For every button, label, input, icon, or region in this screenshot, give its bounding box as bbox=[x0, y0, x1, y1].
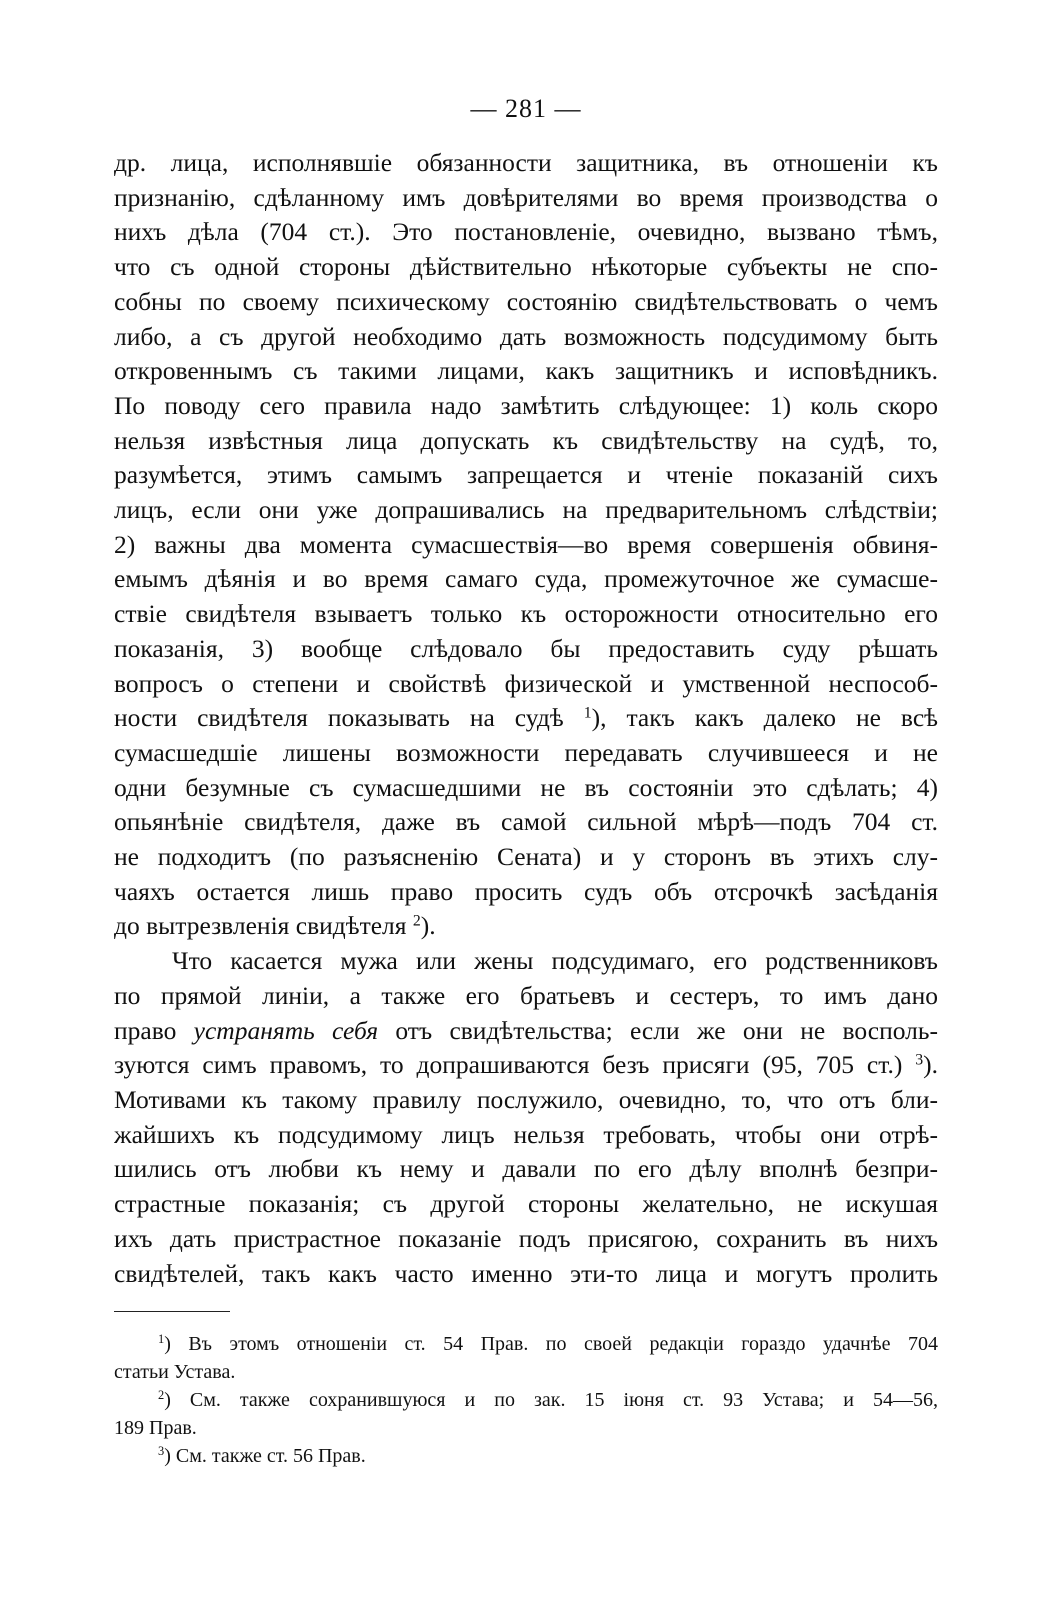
footnote-2 bbox=[114, 1386, 938, 1442]
paragraph-2 bbox=[114, 944, 938, 1291]
footnote-ref-2: 2 bbox=[412, 912, 421, 930]
text-line: свидѣтелей, такъ какъ часто именно эти-то лица и могутъ пролить bbox=[114, 1258, 938, 1288]
footnote-text: ) Въ этомъ отношеніи ст. 54 Прав. по своей редакціи гораздо удачнѣе 704 bbox=[164, 1333, 938, 1356]
text-line: Мотивами къ такому правилу послужило, очевидно, то, что отъ бли- bbox=[114, 1084, 938, 1114]
text-line: не подходитъ (по разъясненію Сената) и у сторонъ въ этихъ слу- bbox=[114, 842, 938, 872]
main-text bbox=[114, 146, 938, 1291]
footnote-line bbox=[114, 1386, 938, 1414]
text-line: ихъ дать пристрастное показаніе подъ присягою, сохранить въ нихъ bbox=[114, 1223, 938, 1253]
text-line: лицъ, если они уже допрашивались на предварительномъ слѣдствіи; bbox=[114, 495, 938, 525]
text-line: жайшихъ къ подсудимому лицъ нельзя требовать, чтобы они отрѣ- bbox=[114, 1119, 938, 1149]
footnote-line: 189 Прав. bbox=[114, 1417, 197, 1440]
text-segment: до вытрезвленія свидѣтеля bbox=[114, 911, 407, 941]
book-page bbox=[114, 92, 938, 1470]
footnote-marker: 1 bbox=[158, 1332, 165, 1347]
text-line-with-footnote-ref bbox=[114, 909, 938, 944]
text-line: нельзя извѣстныя лица допускать къ свидѣтельству на судѣ, то, bbox=[114, 425, 938, 455]
text-line: емымъ дѣянія и во время самаго суда, промежуточное же сумасше- bbox=[114, 564, 938, 594]
text-line: ствіе свидѣтеля взываетъ только къ осторожности относительно его bbox=[114, 599, 938, 629]
footnote-text: ) См. также сохранившуюся и по зак. 15 іюня ст. 93 Устава; и 54—56, bbox=[164, 1389, 938, 1412]
footnote-ref-3: 3 bbox=[915, 1051, 924, 1069]
text-line-with-footnote-ref bbox=[114, 1048, 938, 1083]
footnote-line: статьи Устава. bbox=[114, 1361, 236, 1384]
text-line: чаяхъ остается лишь право просить судъ объ отсрочкѣ засѣданія bbox=[114, 876, 938, 906]
footnote-ref-1: 1 bbox=[583, 704, 592, 722]
footnote-line bbox=[114, 1442, 938, 1470]
text-segment: ), такъ какъ далеко не всѣ bbox=[591, 703, 938, 733]
page-number: — 281 — bbox=[470, 94, 582, 123]
text-line: Что касается мужа или жены подсудимаго, его родственниковъ bbox=[172, 946, 938, 976]
paragraph-1 bbox=[114, 146, 938, 944]
text-segment: ). bbox=[923, 1050, 938, 1080]
text-segment: зуются симъ правомъ, то допрашиваются безъ присяги (95, 705 ст.) bbox=[114, 1050, 903, 1080]
footnote-line bbox=[114, 1330, 938, 1358]
text-segment: отъ свидѣтельства; если же они не восполь- bbox=[378, 1015, 938, 1045]
footnote-1 bbox=[114, 1330, 938, 1386]
text-line: либо, а съ другой необходимо дать возможность подсудимому быть bbox=[114, 321, 938, 351]
footnote-marker: 2 bbox=[158, 1388, 165, 1403]
text-segment: право bbox=[114, 1015, 194, 1045]
text-line: разумѣется, этимъ самымъ запрещается и чтеніе показаній сихъ bbox=[114, 460, 938, 490]
text-line: шились отъ любви къ нему и давали по его дѣлу вполнѣ безпри- bbox=[114, 1154, 938, 1184]
footnote-divider bbox=[114, 1311, 230, 1312]
text-line: сумасшедшіе лишены возможности передавать случившееся и не bbox=[114, 737, 938, 767]
footnote-3 bbox=[114, 1442, 938, 1470]
text-line: показанія, 3) вообще слѣдовало бы предоставить суду рѣшать bbox=[114, 633, 938, 663]
text-line: страстные показанія; съ другой стороны желательно, не искушая bbox=[114, 1189, 938, 1219]
text-line-with-emphasis bbox=[114, 1014, 938, 1049]
text-line: По поводу сего правила надо замѣтить слѣдующее: 1) коль скоро bbox=[114, 390, 938, 420]
text-segment: ). bbox=[420, 911, 436, 941]
text-line: др. лица, исполнявшіе обязанности защитника, въ отношеніи къ bbox=[114, 148, 938, 177]
footnotes bbox=[114, 1330, 938, 1470]
emphasized-text: устранять себя bbox=[193, 1015, 379, 1045]
text-line: откровеннымъ съ такими лицами, какъ защитникъ и исповѣдникъ. bbox=[114, 356, 938, 386]
text-line-with-footnote-ref bbox=[114, 701, 938, 736]
text-line: опьянѣніе свидѣтеля, даже въ самой сильной мѣрѣ—подъ 704 ст. bbox=[114, 807, 938, 837]
text-line: что съ одной стороны дѣйствительно нѣкоторые субъекты не спо- bbox=[114, 252, 938, 282]
text-line: признанію, сдѣланному имъ довѣрителями во время производства о bbox=[114, 182, 938, 212]
text-line: 2) важны два момента сумасшествія—во время совершенія обвиня- bbox=[114, 529, 938, 559]
text-line: одни безумные съ сумасшедшими не въ состояніи это сдѣлать; 4) bbox=[114, 772, 938, 802]
text-line: нихъ дѣла (704 ст.). Это постановленіе, очевидно, вызвано тѣмъ, bbox=[114, 217, 938, 247]
text-line: по прямой линіи, а также его братьевъ и сестеръ, то имъ дано bbox=[114, 980, 938, 1010]
footnote-text: ) См. также ст. 56 Прав. bbox=[164, 1445, 366, 1468]
text-line: собны по своему психическому состоянію свидѣтельствовать о чемъ bbox=[114, 286, 938, 316]
text-segment: ности свидѣтеля показывать на судѣ bbox=[114, 703, 564, 733]
text-line: вопросъ о степени и свойствѣ физической и умственной неспособ- bbox=[114, 668, 938, 698]
footnote-marker: 3 bbox=[158, 1444, 165, 1459]
